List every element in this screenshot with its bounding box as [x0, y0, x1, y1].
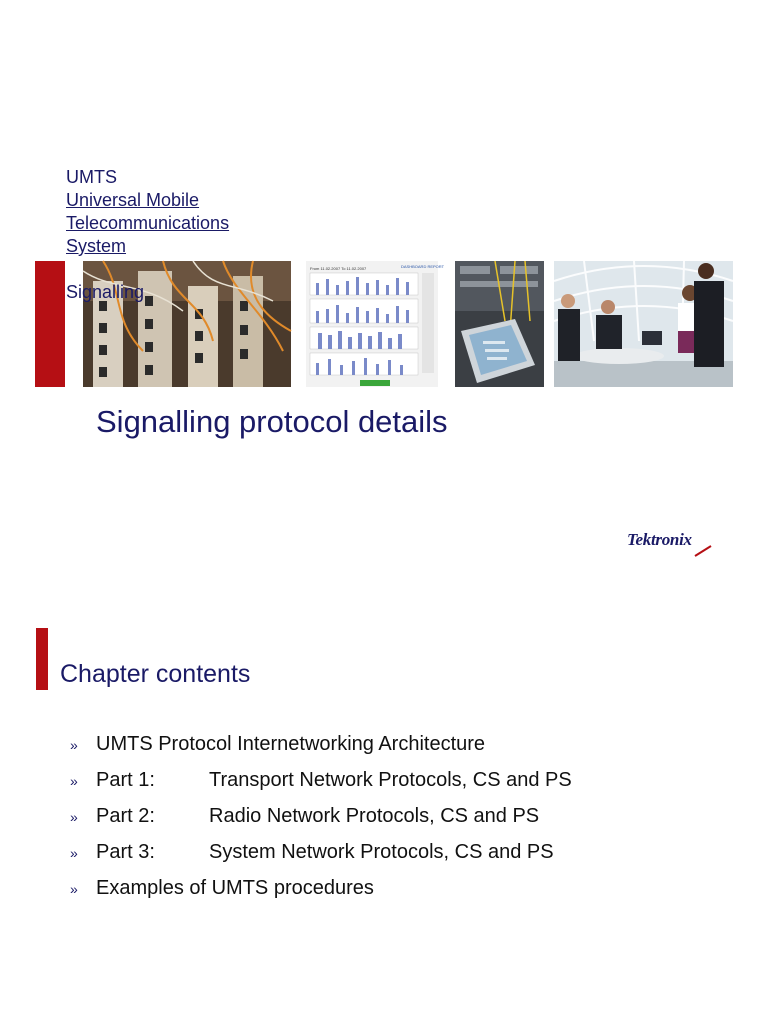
- header-link-telecommunications[interactable]: Telecommunications: [66, 213, 230, 233]
- report-header-label: DASHBOARD REPORT: [401, 264, 445, 269]
- bullet-icon: »: [70, 809, 78, 825]
- header-text-block: [66, 166, 229, 304]
- list-item-text: UMTS Protocol Internetworking Architecture: [96, 733, 486, 755]
- tektronix-logo: [627, 530, 719, 558]
- bullet-icon: »: [70, 773, 78, 789]
- red-accent-bar: [35, 261, 65, 387]
- slide-title: Signalling protocol details: [96, 404, 448, 439]
- list-item: [70, 841, 572, 877]
- logo-wordmark: Tektronix: [627, 530, 692, 549]
- chapter-red-accent-bar: [36, 628, 48, 690]
- list-item: [70, 805, 572, 841]
- header-link-system[interactable]: System: [66, 236, 127, 256]
- logo-slash-icon: [693, 544, 713, 558]
- list-item-part: Part 1:: [96, 769, 155, 791]
- list-item-part: Part 3:: [96, 841, 155, 863]
- test-equipment-photo: [455, 261, 544, 387]
- report-date-line: From 11.02.2007 To 11.02.2007: [310, 266, 367, 271]
- list-item-text: System Network Protocols, CS and PS: [209, 841, 554, 863]
- report-charts-screenshot: [306, 261, 445, 387]
- bullet-icon: »: [70, 737, 78, 753]
- list-item-text: Transport Network Protocols, CS and PS: [209, 769, 572, 791]
- header-line-signalling: Signalling: [66, 282, 145, 302]
- list-item: [70, 769, 572, 805]
- header-line-umts: UMTS: [66, 167, 117, 187]
- bullet-icon: »: [70, 845, 78, 861]
- list-item: [70, 733, 572, 769]
- business-meeting-photo: [554, 261, 733, 387]
- list-item-text: Radio Network Protocols, CS and PS: [209, 805, 540, 827]
- chapter-contents-list: [70, 733, 572, 913]
- list-item-part: Part 2:: [96, 805, 155, 827]
- list-item: [70, 877, 572, 913]
- chapter-title: Chapter contents: [60, 660, 251, 688]
- list-item-text: Examples of UMTS procedures: [96, 877, 374, 899]
- bullet-icon: »: [70, 881, 78, 897]
- header-link-universal-mobile[interactable]: Universal Mobile: [66, 190, 200, 210]
